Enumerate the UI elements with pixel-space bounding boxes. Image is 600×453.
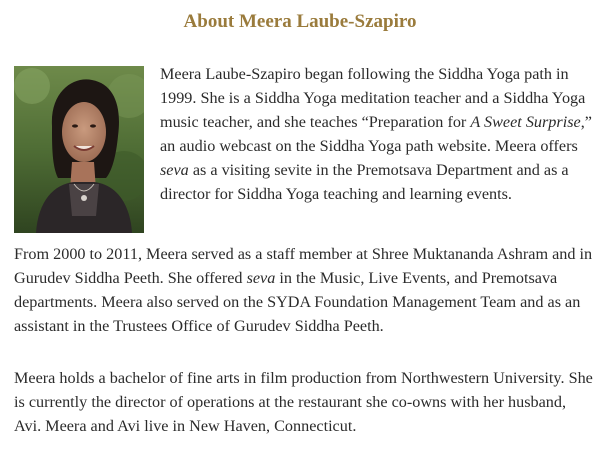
bio-staff-paragraph	[14, 242, 596, 338]
intro-text-3: as a visiting sevite in the Premotsava Department and as a director for Siddha Yoga teaching and learning events.	[160, 161, 569, 203]
intro-text-1: Meera Laube-Szapiro began following the Siddha Yoga path in 1999. She is a Siddha Yoga meditation teacher and a Siddha Yoga music teacher, and she teaches “Preparation for	[160, 65, 586, 131]
portrait-image	[14, 66, 144, 233]
staff-text-2: in the Music, Live Events, and Premotsava departments. Meera also served on the SYDA Foundation Management Team and as an assistant in the Trustees Office of Gurudev Siddha Peeth.	[14, 269, 581, 335]
intro-webcast-title: A Sweet Surprise	[470, 113, 581, 131]
staff-seva-term: seva	[246, 269, 276, 287]
bio-intro-paragraph	[160, 62, 596, 206]
page-title: About Meera Laube-Szapiro	[183, 11, 417, 32]
portrait-photo	[14, 66, 144, 233]
intro-text-2: ,” an audio webcast on the Siddha Yoga path website. Meera offers	[160, 113, 592, 155]
bio-education-paragraph: Meera holds a bachelor of fine arts in film production from Northwestern University. She is currently the director of operations at the restaurant she co-owns with her husband, Avi. Meera and Avi live in New Haven, Connecticut.	[14, 369, 593, 435]
staff-text-1: From 2000 to 2011, Meera served as a staff member at Shree Muktananda Ashram and in Gurudev Siddha Peeth. She offered	[14, 245, 593, 287]
intro-seva-term: seva	[160, 161, 189, 179]
